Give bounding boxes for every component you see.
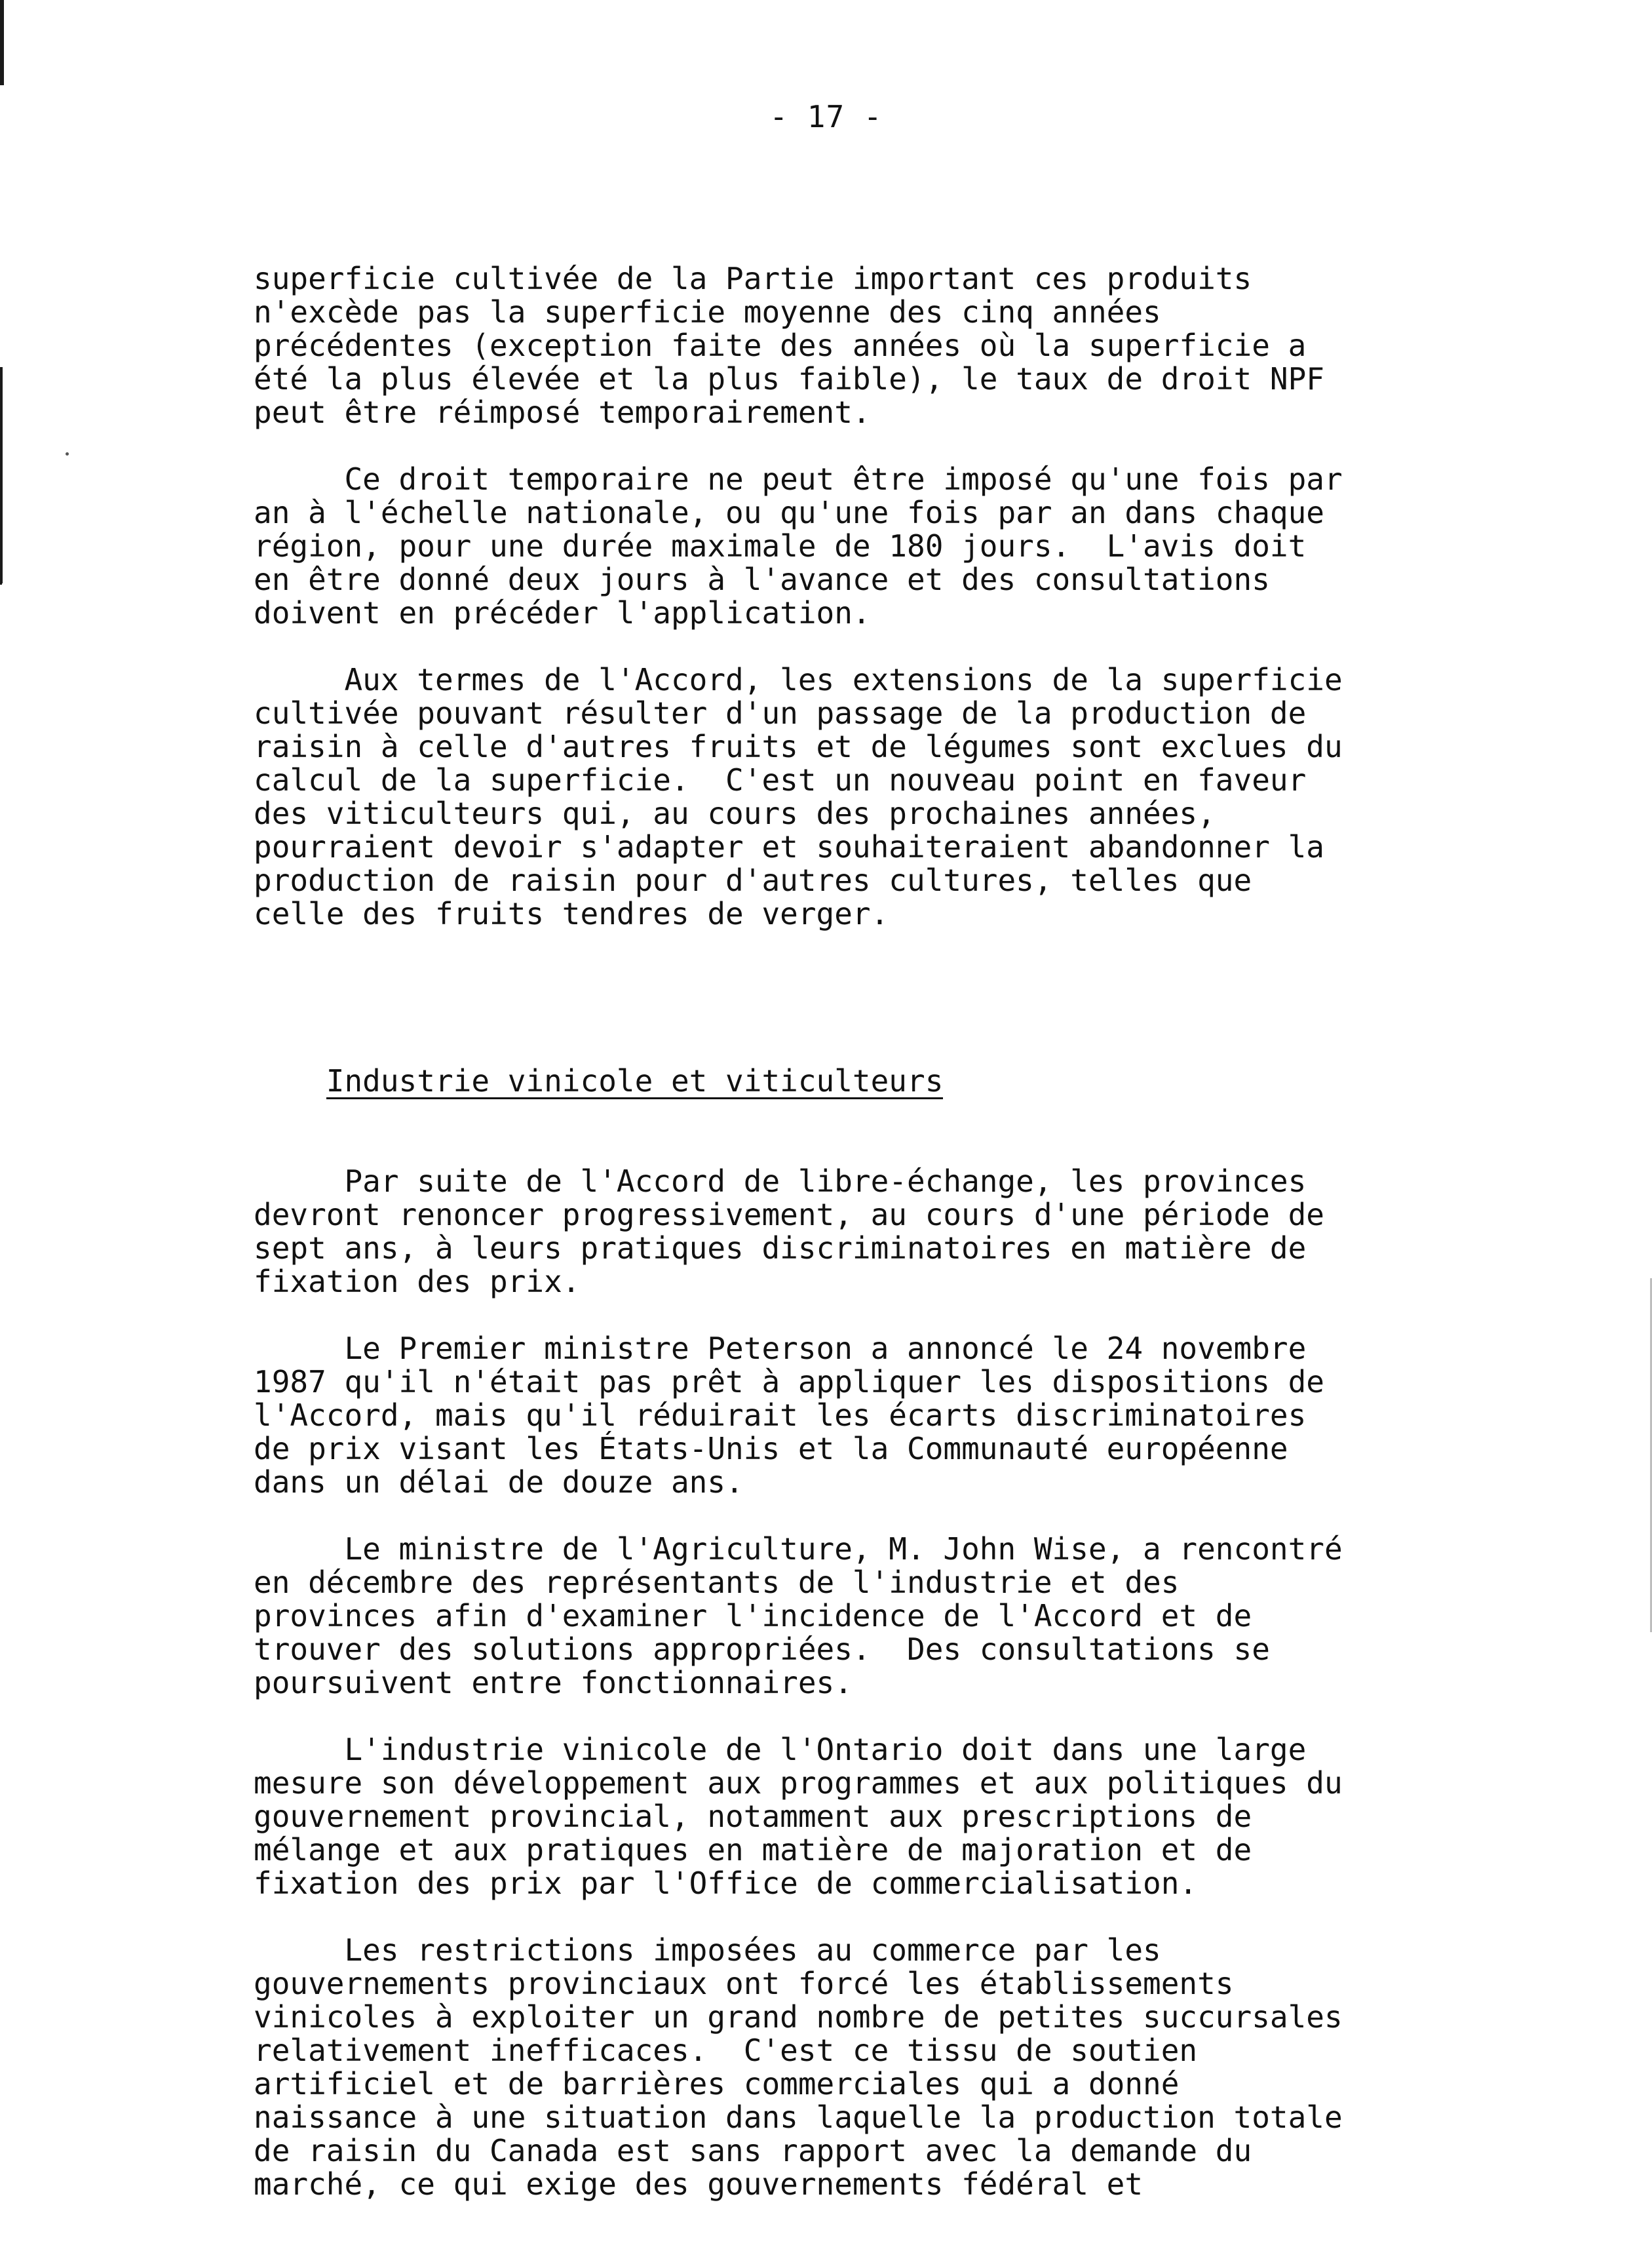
scan-speck	[66, 452, 69, 456]
scan-edge-mark	[0, 583, 2, 585]
paragraph	[254, 1533, 1466, 1700]
text-line: précédentes (exception faite des années où la superficie a	[254, 328, 1307, 363]
section-heading: Industrie vinicole et viticulteurs	[326, 1063, 944, 1099]
text-line: provinces afin d'examiner l'incidence de l'Accord et de	[254, 1598, 1252, 1633]
text-line: peut être réimposé temporairement.	[254, 395, 871, 430]
text-line: l'Accord, mais qu'il réduirait les écarts discriminatoires	[254, 1398, 1307, 1433]
text-line: poursuivent entre fonctionnaires.	[254, 1665, 853, 1700]
text-line: 1987 qu'il n'était pas prêt à appliquer les dispositions de	[254, 1364, 1324, 1399]
text-line: pourraient devoir s'adapter et souhaiteraient abandonner la	[254, 829, 1324, 865]
text-line: fixation des prix.	[254, 1264, 581, 1299]
page-number: - 17 -	[769, 99, 883, 134]
paragraph	[254, 663, 1466, 931]
paragraph	[254, 1332, 1466, 1499]
text-line: en être donné deux jours à l'avance et des consultations	[254, 562, 1270, 597]
paragraphs-after-heading	[254, 1165, 1466, 2201]
text-line: Les restrictions imposées au commerce par les	[254, 1932, 1161, 1968]
document-body	[254, 195, 1466, 2268]
text-line: devront renoncer progressivement, au cours d'une période de	[254, 1197, 1324, 1232]
text-line: mélange et aux pratiques en matière de majoration et de	[254, 1832, 1252, 1867]
text-line: en décembre des représentants de l'industrie et des	[254, 1565, 1180, 1600]
text-line: gouvernement provincial, notamment aux prescriptions de	[254, 1799, 1252, 1834]
text-line: relativement inefficaces. C'est ce tissu de soutien	[254, 2033, 1198, 2068]
text-line: trouver des solutions appropriées. Des consultations se	[254, 1632, 1270, 1667]
text-line: mesure son développement aux programmes et aux politiques du	[254, 1765, 1343, 1801]
text-line: Aux termes de l'Accord, les extensions de la superficie	[254, 662, 1343, 697]
paragraph	[254, 463, 1466, 630]
text-line: n'excède pas la superficie moyenne des cinq années	[254, 294, 1161, 330]
text-line: des viticulteurs qui, au cours des prochaines années,	[254, 796, 1216, 831]
text-line: Le Premier ministre Peterson a annoncé le 24 novembre	[254, 1331, 1307, 1366]
paragraph	[254, 1733, 1466, 1900]
text-line: Le ministre de l'Agriculture, M. John Wise, a rencontré	[254, 1531, 1343, 1567]
text-line: gouvernements provinciaux ont forcé les établissements	[254, 1966, 1234, 2001]
scan-edge-mark	[0, 0, 4, 85]
text-line: sept ans, à leurs pratiques discriminatoires en matière de	[254, 1230, 1307, 1266]
text-line: Ce droit temporaire ne peut être imposé qu'une fois par	[254, 461, 1343, 497]
section-heading-block	[254, 1031, 1466, 1099]
paragraph	[254, 262, 1466, 429]
paragraphs-before-heading	[254, 262, 1466, 931]
scan-edge-mark	[0, 367, 3, 583]
text-line: artificiel et de barrières commerciales qui a donné	[254, 2066, 1180, 2102]
text-line: région, pour une durée maximale de 180 jours. L'avis doit	[254, 528, 1307, 564]
text-line: de prix visant les États-Unis et la Communauté européenne	[254, 1431, 1288, 1466]
text-line: fixation des prix par l'Office de commercialisation.	[254, 1866, 1198, 1901]
text-line: de raisin du Canada est sans rapport avec la demande du	[254, 2133, 1252, 2168]
text-line: production de raisin pour d'autres cultures, telles que	[254, 863, 1252, 898]
text-line: superficie cultivée de la Partie important ces produits	[254, 261, 1252, 296]
text-line: an à l'échelle nationale, ou qu'une fois par an dans chaque	[254, 495, 1324, 530]
text-line: vinicoles à exploiter un grand nombre de petites succursales	[254, 1999, 1343, 2035]
text-line: dans un délai de douze ans.	[254, 1464, 744, 1500]
text-line: Par suite de l'Accord de libre-échange, les provinces	[254, 1163, 1307, 1199]
paragraph	[254, 1165, 1466, 1299]
text-line: marché, ce qui exige des gouvernements fédéral et	[254, 2166, 1143, 2202]
text-line: doivent en précéder l'application.	[254, 595, 871, 631]
text-line: raisin à celle d'autres fruits et de légumes sont exclues du	[254, 729, 1343, 764]
text-line: calcul de la superficie. C'est un nouveau point en faveur	[254, 762, 1307, 798]
text-line: celle des fruits tendres de verger.	[254, 896, 889, 931]
text-line: naissance à une situation dans laquelle la production totale	[254, 2100, 1343, 2135]
paragraph	[254, 1934, 1466, 2201]
text-line: été la plus élevée et la plus faible), le taux de droit NPF	[254, 361, 1324, 397]
text-line: L'industrie vinicole de l'Ontario doit dans une large	[254, 1732, 1307, 1767]
text-line: cultivée pouvant résulter d'un passage de la production de	[254, 695, 1307, 731]
